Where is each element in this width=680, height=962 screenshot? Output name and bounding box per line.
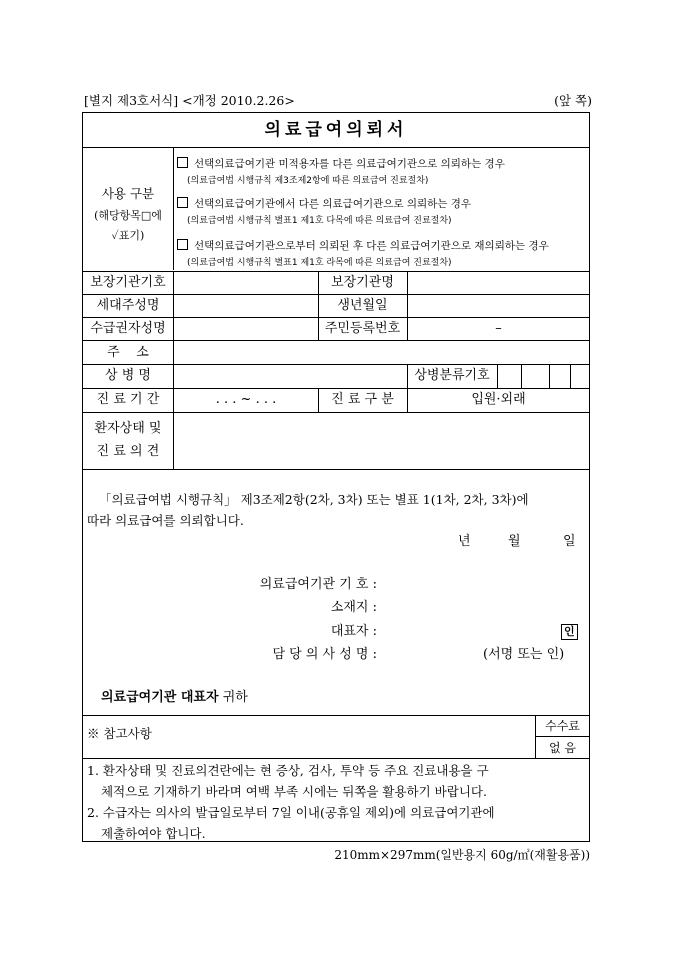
- note-1-line-2: 체적으로 기재하기 바라며 여백 부족 시에는 뒤쪽을 활용하기 바랍니다.: [101, 784, 487, 799]
- divider: [83, 340, 589, 341]
- addressee-bold: 의료급여기관 대표자: [101, 690, 219, 705]
- addressee: [101, 687, 248, 709]
- care-type-label: 진 료 구 분: [331, 392, 394, 407]
- divider: [173, 271, 174, 469]
- usage-option-1[interactable]: [177, 156, 505, 186]
- form-number: [별지 제3호서식] <개정 2010.2.26>: [84, 93, 295, 108]
- seal-text: 인: [561, 624, 578, 640]
- usage-option-sub: (의료급여법 시행규칙 별표1 제1호 라목에 따른 의료급여 진료절차): [187, 258, 452, 268]
- form-title: 의료급여의뢰서: [83, 113, 589, 148]
- usage-options: [174, 148, 590, 270]
- checkbox[interactable]: [177, 197, 188, 208]
- institution-code-label: 의료급여기관 기 호 :: [259, 577, 377, 592]
- date-day-label: 일: [563, 534, 576, 549]
- insurer-name-label: 보장기관명: [331, 275, 394, 290]
- divider: [83, 715, 589, 716]
- sign-hint: (서명 또는 인): [483, 647, 565, 662]
- divider: [570, 364, 571, 388]
- household-head-label: 세대주성명: [96, 298, 160, 313]
- resident-no-label: 주민등록번호: [324, 321, 401, 336]
- divider: [497, 364, 498, 388]
- fee-label: 수수료: [545, 719, 580, 733]
- usage-option-2[interactable]: [177, 196, 471, 226]
- divider: [83, 412, 589, 413]
- request-text-2: 따라 의료급여를 의뢰합니다.: [87, 513, 244, 528]
- date-year-label: 년: [458, 534, 471, 549]
- disease-code-label: 상병분류기호: [414, 368, 490, 383]
- date-month-label: 월: [508, 534, 521, 549]
- checkbox[interactable]: [177, 157, 188, 168]
- note-1-line-1: 1. 환자상태 및 진료의견란에는 현 증상, 검사, 투약 등 주요 진료내용을 구: [87, 763, 489, 778]
- page-side-label: (앞 쪽): [554, 93, 592, 108]
- opinion-label-1: 환자상태 및: [94, 421, 162, 436]
- divider: [83, 469, 589, 470]
- seal-mark: [561, 621, 578, 643]
- recipient-name-label: 수급권자성명: [90, 321, 166, 336]
- institution-rep-label: 대표자 :: [330, 624, 377, 639]
- usage-option-sub: (의료급여법 시행규칙 별표1 제1호 다목에 따른 의료급여 진료절차): [187, 216, 452, 226]
- address-label: 주 소: [107, 345, 149, 360]
- usage-label-cell: [83, 148, 174, 270]
- usage-option-text: 선택의료급여기관에서 다른 의료급여기관으로 의뢰하는 경우: [194, 198, 472, 210]
- birth-date-label: 생년월일: [337, 298, 388, 313]
- period-label: 진 료 기 간: [96, 392, 160, 407]
- resident-no-separator: –: [495, 321, 502, 336]
- usage-hint-2: ✓표기): [111, 229, 145, 242]
- fee-value: 없 음: [549, 741, 576, 755]
- usage-option-3[interactable]: [177, 238, 549, 268]
- insurer-code-label: 보장기관기호: [90, 275, 166, 290]
- paper-spec: 210mm×297mm(일반용지 60g/㎡(재활용품)): [334, 848, 590, 862]
- period-value[interactable]: . . . ~ . . .: [215, 392, 277, 407]
- opinion-label-2: 진 료 의 견: [96, 444, 160, 459]
- doctor-name-label: 담 당 의 사 성 명 :: [272, 647, 377, 662]
- usage-hint-1: (해당항목□에: [94, 209, 162, 222]
- usage-option-sub: (의료급여법 시행규칙 제3조제2항에 따른 의료급여 진료절차): [187, 176, 429, 186]
- referral-form: [82, 112, 590, 842]
- care-type-value[interactable]: 입원·외래: [471, 392, 526, 407]
- divider: [83, 758, 590, 759]
- note-2-line-1: 2. 수급자는 의사의 발급일로부터 7일 이내(공휴일 제외)에 의료급여기관에: [87, 805, 495, 820]
- usage-option-text: 선택의료급여기관으로부터 의뢰된 후 다른 의료급여기관으로 재의뢰하는 경우: [194, 240, 549, 252]
- divider: [549, 364, 550, 388]
- addressee-tail: 귀하: [218, 690, 248, 705]
- usage-option-text: 선택의료급여기관 미적용자를 다른 의료급여기관으로 의뢰하는 경우: [194, 158, 505, 170]
- institution-location-label: 소재지 :: [330, 600, 377, 615]
- divider: [521, 364, 522, 388]
- request-text-1: 「의료급여법 시행규칙」 제3조제2항(2차, 3차) 또는 별표 1(1차, 2차, 3차)에: [99, 492, 529, 507]
- disease-name-label: 상 병 명: [105, 368, 151, 383]
- notes-title: ※ 참고사항: [87, 726, 152, 741]
- note-2-line-2: 제출하여야 합니다.: [101, 826, 206, 841]
- checkbox[interactable]: [177, 239, 188, 250]
- usage-label: 사용 구분: [101, 186, 155, 201]
